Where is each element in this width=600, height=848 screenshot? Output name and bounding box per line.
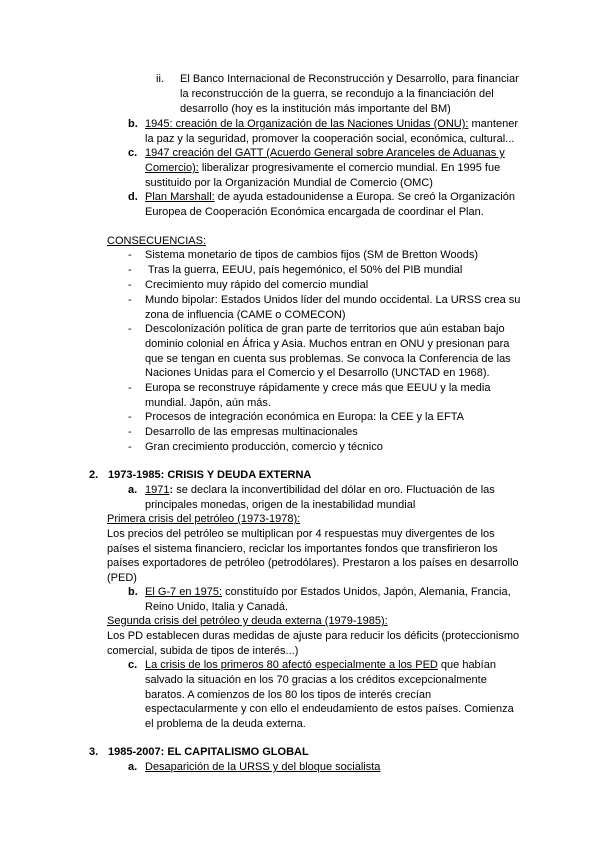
primera-crisis-heading: Primera crisis del petróleo (1973-1978): — [107, 513, 301, 525]
text-line: Reino Unido, Italia y Canadá. — [145, 601, 289, 613]
urss-link[interactable]: Desaparición de la URSS y del bloque socialista — [145, 761, 381, 773]
segunda-crisis-heading: Segunda crisis del petróleo y deuda externa (1979-1985): — [107, 615, 388, 627]
text-line: el problema de la deuda externa. — [145, 718, 306, 730]
text-line: Europea de Cooperación Económica encargada de coordinar el Plan. — [145, 206, 484, 218]
gatt-link-cont[interactable]: Comercio): — [145, 162, 199, 174]
bullet-dash: - — [128, 411, 132, 423]
onu-link[interactable]: 1945: creación de la Organización de las Naciones Unidas (ONU): — [145, 118, 469, 130]
1971-line: 1971: se declara la inconvertibilidad del dólar en oro. Fluctuación de las — [145, 484, 495, 496]
text-line: comercial, subida de tipos de interés...) — [107, 645, 299, 657]
bullet-dash: - — [128, 426, 132, 438]
1971-link[interactable]: 1971 — [145, 484, 170, 496]
text-line: la reconstrucción de la guerra, se recondujo a la financiación del — [180, 88, 494, 100]
g7-line: El G-7 en 1975: constituído por Estados Unidos, Japón, Alemania, Francia, — [145, 586, 511, 598]
text-line: El Banco Internacional de Reconstrucción y Desarrollo, para financiar — [180, 73, 519, 85]
section-number-2: 2. — [89, 469, 99, 481]
list-marker-a: a. — [128, 761, 138, 773]
list-item-cont: zona de influencia (CAME o COMECON) — [145, 309, 346, 321]
text-line: baratos. A comienzos de los 80 los tipos de interés crecían — [145, 689, 432, 701]
list-item-cont: que se tengan en cuenta sus problemas. Se convoca la Conferencia de las — [145, 353, 511, 365]
text-line: sustituido por la Organización Mundial de Comercio (OMC) — [145, 177, 433, 189]
text-line: desarrollo (hoy es la institución más importante del BM) — [180, 103, 451, 115]
onu-line: 1945: creación de la Organización de las Naciones Unidas (ONU): mantener — [145, 118, 518, 130]
text-line: la paz y la seguridad, promover la cooperación social, económica, cultural... — [145, 133, 515, 145]
list-item: Crecimiento muy rápido del comercio mundial — [145, 279, 369, 291]
text-line: espectacularmente y con ello el endeudamiento de estos países. Comienza — [145, 703, 514, 715]
text-line: Los PD establecen duras medidas de ajuste para reducir los déficits (proteccionismo — [107, 630, 520, 642]
crisis-80-link[interactable]: La crisis de los primeros 80 afectó especialmente a los PED — [145, 659, 438, 671]
list-marker-ii: ii. — [156, 73, 164, 85]
list-marker-b: b. — [128, 118, 138, 130]
text-line: salvado la situación en los 70 gracias a los créditos excepcionalmente — [145, 674, 487, 686]
list-item: Tras la guerra, EEUU, país hegemónico, el 50% del PIB mundial — [145, 264, 463, 276]
text-line: principales monedas, origen de la inestabilidad mundial — [145, 499, 416, 511]
list-marker-d: d. — [128, 191, 138, 203]
text-line: Los precios del petróleo se multiplican por 4 respuestas muy divergentes de los — [107, 528, 495, 540]
list-item: Descolonización política de gran parte de territorios que aún estaban bajo — [145, 323, 505, 335]
list-item-cont: mundial. Japón, aún más. — [145, 397, 271, 409]
text-line: países exportadores de petróleo (petrodólares). Prestaron a los países en desarrollo — [107, 557, 519, 569]
bullet-dash: - — [128, 249, 132, 261]
gatt-line: Comercio): liberalizar progresivamente el comercio mundial. En 1995 fue — [145, 162, 501, 174]
list-item: Europa se reconstruye rápidamente y crece más que EEUU y la media — [145, 382, 491, 394]
bullet-dash: - — [128, 264, 132, 276]
section-title-3: 1985-2007: EL CAPITALISMO GLOBAL — [108, 746, 309, 758]
bullet-dash: - — [128, 279, 132, 291]
bullet-dash: - — [128, 382, 132, 394]
section-title-2: 1973-1985: CRISIS Y DEUDA EXTERNA — [108, 469, 312, 481]
list-item: Gran crecimiento producción, comercio y técnico — [145, 441, 383, 453]
list-item-cont: dominio colonial en África y Asia. Muchos entran en ONU y presionan para — [145, 338, 510, 350]
g7-link[interactable]: El G-7 en 1975: — [145, 586, 223, 598]
bullet-dash: - — [128, 441, 132, 453]
crisis-80-line: La crisis de los primeros 80 afectó especialmente a los PED que habían — [145, 659, 496, 671]
list-marker-c: c. — [128, 659, 138, 671]
gatt-link[interactable]: 1947 creación del GATT (Acuerdo General sobre Aranceles de Aduanas y — [145, 147, 505, 159]
text-line: países el sistema financiero, reciclar los importantes fondos que transfirieron los — [107, 543, 498, 555]
list-item: Mundo bipolar: Estados Unidos líder del mundo occidental. La URSS crea su — [145, 294, 521, 306]
list-item: Procesos de integración económica en Europa: la CEE y la EFTA — [145, 411, 464, 423]
consecuencias-heading: CONSECUENCIAS: — [107, 235, 207, 247]
list-item: Desarrollo de las empresas multinacionales — [145, 426, 358, 438]
marshall-link[interactable]: Plan Marshall: — [145, 191, 215, 203]
list-item: Sistema monetario de tipos de cambios fijos (SM de Bretton Woods) — [145, 249, 479, 261]
marshall-line: Plan Marshall: de ayuda estadounidense a Europa. Se creó la Organización — [145, 191, 515, 203]
text-line: (PED) — [107, 572, 137, 584]
bullet-dash: - — [128, 323, 132, 335]
bullet-dash: - — [128, 294, 132, 306]
list-item-cont: Naciones Unidas para el Comercio y el Desarrollo (UNCTAD en 1968). — [145, 367, 490, 379]
section-number-3: 3. — [89, 746, 99, 758]
list-marker-c: c. — [128, 147, 138, 159]
list-marker-b: b. — [128, 586, 138, 598]
list-marker-a: a. — [128, 484, 138, 496]
